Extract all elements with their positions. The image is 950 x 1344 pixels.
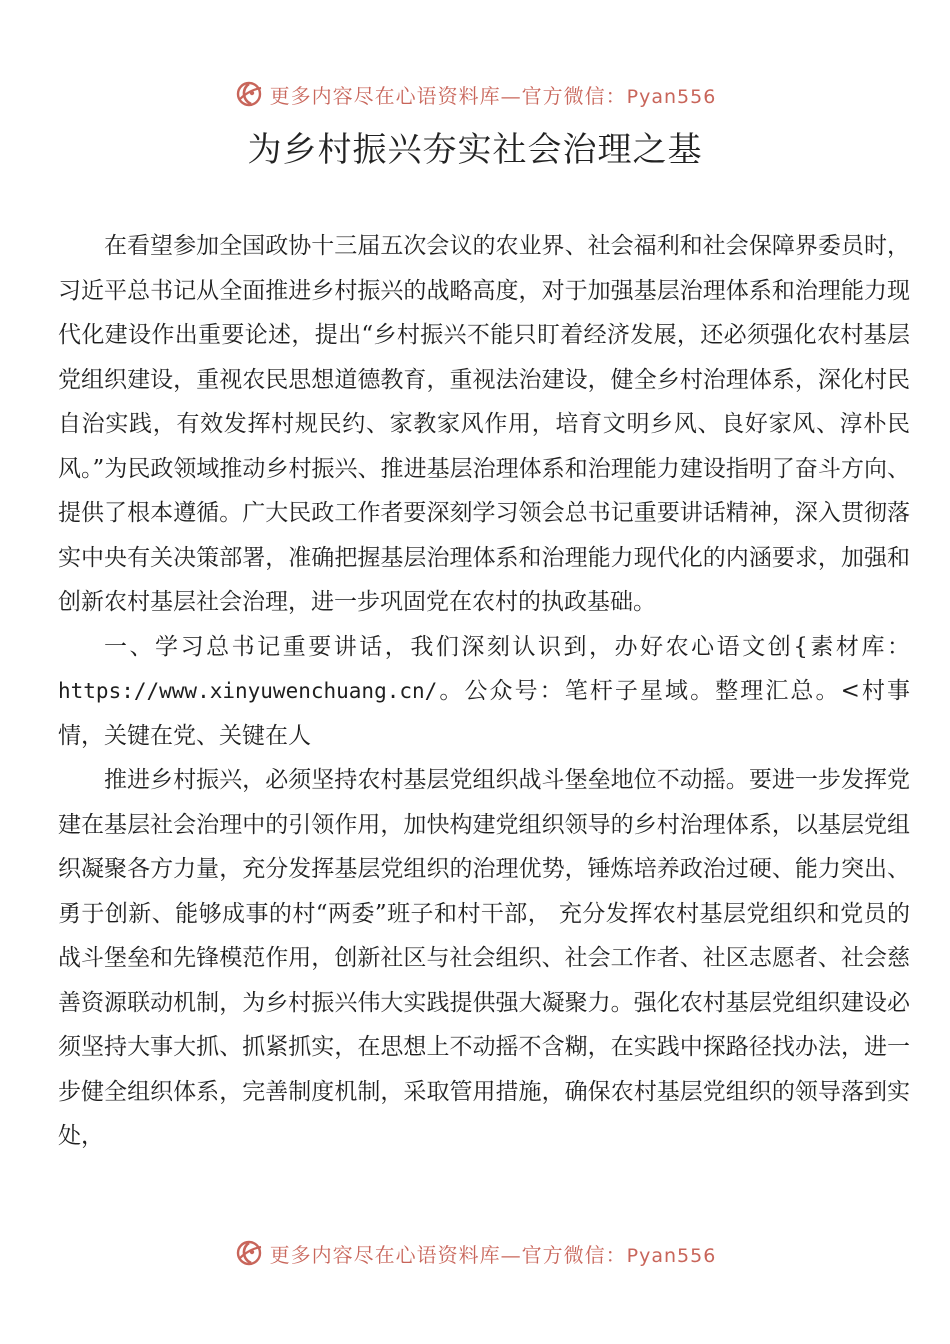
watermark-wechat-label: 官方微信： bbox=[521, 1242, 627, 1267]
watermark-text bbox=[270, 1239, 717, 1268]
section-one-start: 一、学习总书记重要讲话，我们深刻认识到，办好农心语文创{素材库： bbox=[104, 633, 910, 660]
source-url-text: https://www.xinyuwenchuang.cn/ bbox=[58, 679, 438, 703]
paragraph-section-one bbox=[58, 625, 910, 759]
paragraph-party-building: 推进乡村振兴，必须坚持农村基层党组织战斗堡垒地位不动摇。要进一步发挥党建在基层社会治理中的引领作用，加快构建党组织领导的乡村治理体系，以基层党组织凝聚各方力量，充分发挥基层党组织的治理优势，锤炼培养政治过硬、能力突出、勇于创新、能够成事的村“两委”班子和村干部， 充分发挥农村基层党组织和党员的战斗堡垒和先锋模范作用，创新社区与社会组织、社会工作者、社区志愿者、社会慈善资源联动机制，为乡村振兴伟大实践提供强大凝聚力。强化农村基层党组织建设必须坚持大事大抓、抓紧抓实，在思想上不动摇不含糊，在实践中探路径找办法，进一步健全组织体系，完善制度机制，采取管用措施，确保农村基层党组织的领导落到实处， bbox=[58, 767, 910, 1149]
watermark-wechat-label: 官方微信： bbox=[521, 83, 627, 108]
swirl-logo-icon bbox=[234, 1238, 264, 1268]
watermark-wechat-id: Pyan556 bbox=[626, 85, 717, 108]
document-body bbox=[58, 224, 910, 1159]
watermark-text bbox=[270, 80, 717, 109]
watermark-wechat-id: Pyan556 bbox=[626, 1244, 717, 1267]
watermark-brand: 更多内容尽在心语资料库 bbox=[269, 1242, 501, 1267]
watermark-brand: 更多内容尽在心语资料库 bbox=[269, 83, 501, 108]
document-title: 为乡村振兴夯实社会治理之基 bbox=[247, 130, 703, 170]
watermark-dash: — bbox=[500, 83, 522, 108]
swirl-logo-icon bbox=[234, 79, 264, 109]
paragraph-intro: 在看望参加全国政协十三届五次会议的农业界、社会福利和社会保障界委员时，习近平总书记从全面推进乡村振兴的战略高度，对于加强基层治理体系和治理能力现代化建设作出重要论述，提出“乡村振兴不能只盯着经济发展，还必须强化农村基层党组织建设，重视农民思想道德教育，重视法治建设，健全乡村治理体系，深化村民自治实践，有效发挥村规民约、家教家风作用，培育文明乡风、良好家风、淳朴民风。”为民政领域推动乡村振兴、推进基层治理体系和治理能力建设指明了奋斗方向、提供了根本遵循。广大民政工作者要深刻学习领会总书记重要讲话精神，深入贯彻落实中央有关决策部署，准确把握基层治理体系和治理能力现代化的内涵要求，加强和创新农村基层社会治理，进一步巩固党在农村的执政基础。 bbox=[58, 233, 910, 615]
header-watermark-banner bbox=[0, 72, 950, 116]
watermark-dash: — bbox=[500, 1242, 522, 1267]
footer-watermark-banner bbox=[0, 1231, 950, 1275]
section-one-end: 。公众号：笔杆子星域。整理汇总。<村事情，关键在党、关键在人 bbox=[58, 678, 910, 749]
